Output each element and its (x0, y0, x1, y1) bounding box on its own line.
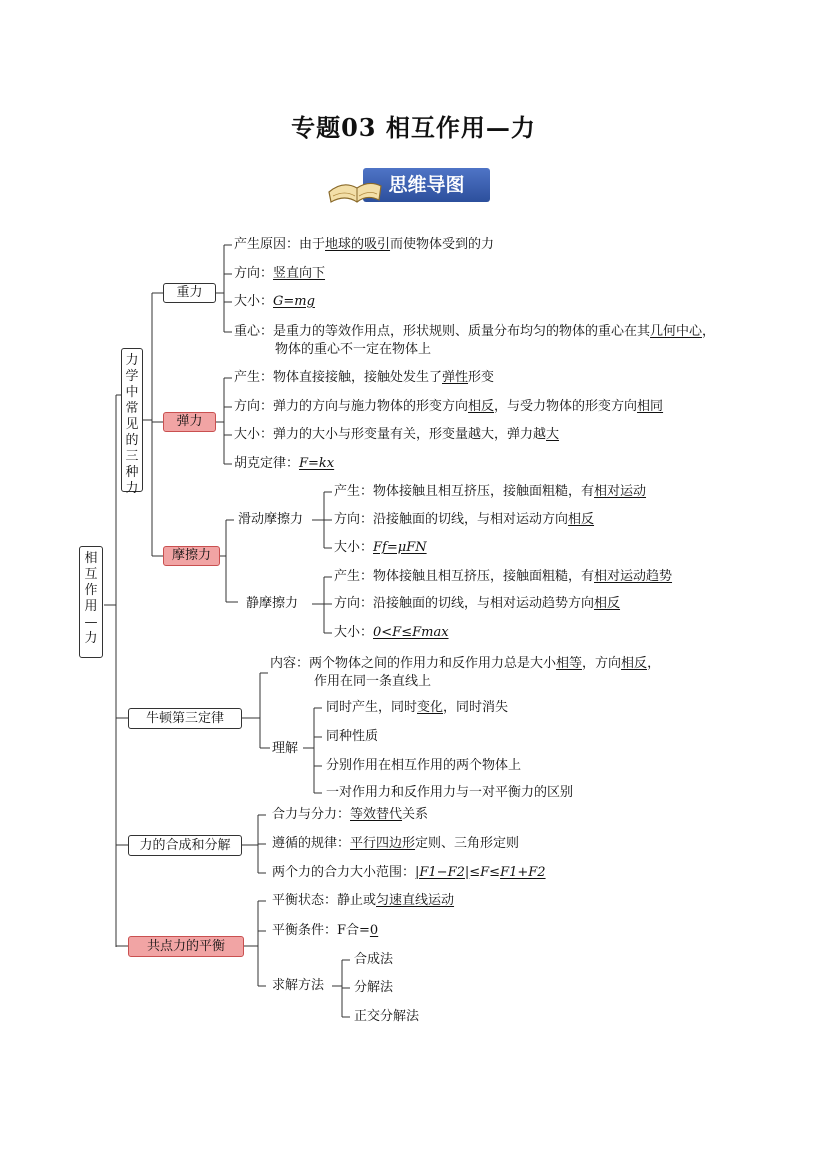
equilibrium-node: 共点力的平衡 (128, 936, 244, 957)
group-char: 见 (125, 417, 139, 432)
static-cause: 产生：物体接触且相互挤压，接触面粗糙，有相对运动趋势 (334, 569, 673, 584)
elastic-magnitude: 大小：弹力的大小与形变量有关，形变量越大，弹力越大 (234, 427, 560, 442)
root-node (79, 546, 103, 658)
static-direction: 方向：沿接触面的切线，与相对运动趋势方向相反 (334, 596, 621, 611)
gravity-cause: 产生原因：由于地球的吸引而使物体受到的力 (234, 237, 495, 252)
elastic-hooke: 胡克定律：F=kx (234, 456, 335, 471)
gravity-direction: 方向：竖直向下 (234, 266, 326, 281)
elastic-direction: 方向：弹力的方向与施力物体的形变方向相反，与受力物体的形变方向相同 (234, 399, 664, 414)
group-char: 的 (125, 433, 139, 448)
gravity-center: 重心：是重力的等效作用点，形状规则、质量分布均匀的物体的重心在其几何中心， (234, 324, 716, 339)
newton3-understand-1: 同时产生，同时变化，同时消失 (326, 700, 509, 715)
group-char: 种 (125, 465, 139, 480)
root-char: 互 (84, 567, 98, 582)
group-char: 学 (125, 369, 139, 384)
elastic-cause: 产生：物体直接接触，接触处发生了弹性形变 (234, 370, 495, 385)
page-title: 专题03 相互作用—力 (291, 113, 536, 142)
compose-1: 合力与分力：等效替代关系 (272, 807, 429, 822)
elastic-node: 弹力 (163, 412, 216, 432)
root-char: 力 (84, 631, 98, 646)
newton3-understand-3: 分别作用在相互作用的两个物体上 (326, 758, 522, 773)
root-char: 作 (84, 583, 98, 598)
group-char: 力 (125, 481, 139, 496)
sliding-friction-label: 滑动摩擦力 (238, 512, 304, 527)
equilibrium-method-label: 求解方法 (272, 978, 325, 993)
equilibrium-condition: 平衡条件：F合=0 (272, 923, 379, 938)
compose-node: 力的合成和分解 (128, 835, 242, 856)
group-char: 三 (125, 449, 139, 464)
group-char: 常 (125, 401, 139, 416)
compose-3: 两个力的合力大小范围：|F1−F2|≤F≤F1+F2 (272, 865, 546, 880)
root-char: 相 (84, 551, 98, 566)
newton3-understand-label: 理解 (272, 741, 299, 756)
compose-2: 遵循的规律：平行四边形定则、三角形定则 (272, 836, 520, 851)
root-char: 用 (84, 599, 98, 614)
gravity-node: 重力 (163, 283, 216, 303)
newton3-node: 牛顿第三定律 (128, 708, 242, 729)
equilibrium-method-3: 正交分解法 (354, 1009, 420, 1024)
sliding-magnitude: 大小：Ff=μFN (334, 540, 427, 555)
root-char: — (84, 615, 98, 630)
group-char: 力 (125, 353, 139, 368)
equilibrium-method-2: 分解法 (354, 980, 394, 995)
equilibrium-method-1: 合成法 (354, 952, 394, 967)
sliding-direction: 方向：沿接触面的切线，与相对运动方向相反 (334, 512, 595, 527)
newton3-content-line2: 作用在同一条直线上 (314, 674, 432, 689)
gravity-center-line2: 物体的重心不一定在物体上 (275, 342, 432, 357)
three-forces-node (121, 348, 143, 496)
sliding-cause: 产生：物体接触且相互挤压，接触面粗糙，有相对运动 (334, 484, 647, 499)
newton3-understand-2: 同种性质 (326, 729, 379, 744)
gravity-magnitude: 大小：G=mg (234, 294, 315, 309)
static-magnitude: 大小：0<F≤Fmax (334, 625, 449, 640)
static-friction-label: 静摩擦力 (246, 596, 299, 611)
group-char: 中 (125, 385, 139, 400)
friction-node: 摩擦力 (163, 546, 220, 566)
newton3-understand-4: 一对作用力和反作用力与一对平衡力的区别 (326, 785, 574, 800)
equilibrium-state: 平衡状态：静止或匀速直线运动 (272, 893, 455, 908)
newton3-content: 内容：两个物体之间的作用力和反作用力总是大小相等，方向相反， (270, 656, 661, 671)
badge-label: 思维导图 (363, 168, 490, 202)
